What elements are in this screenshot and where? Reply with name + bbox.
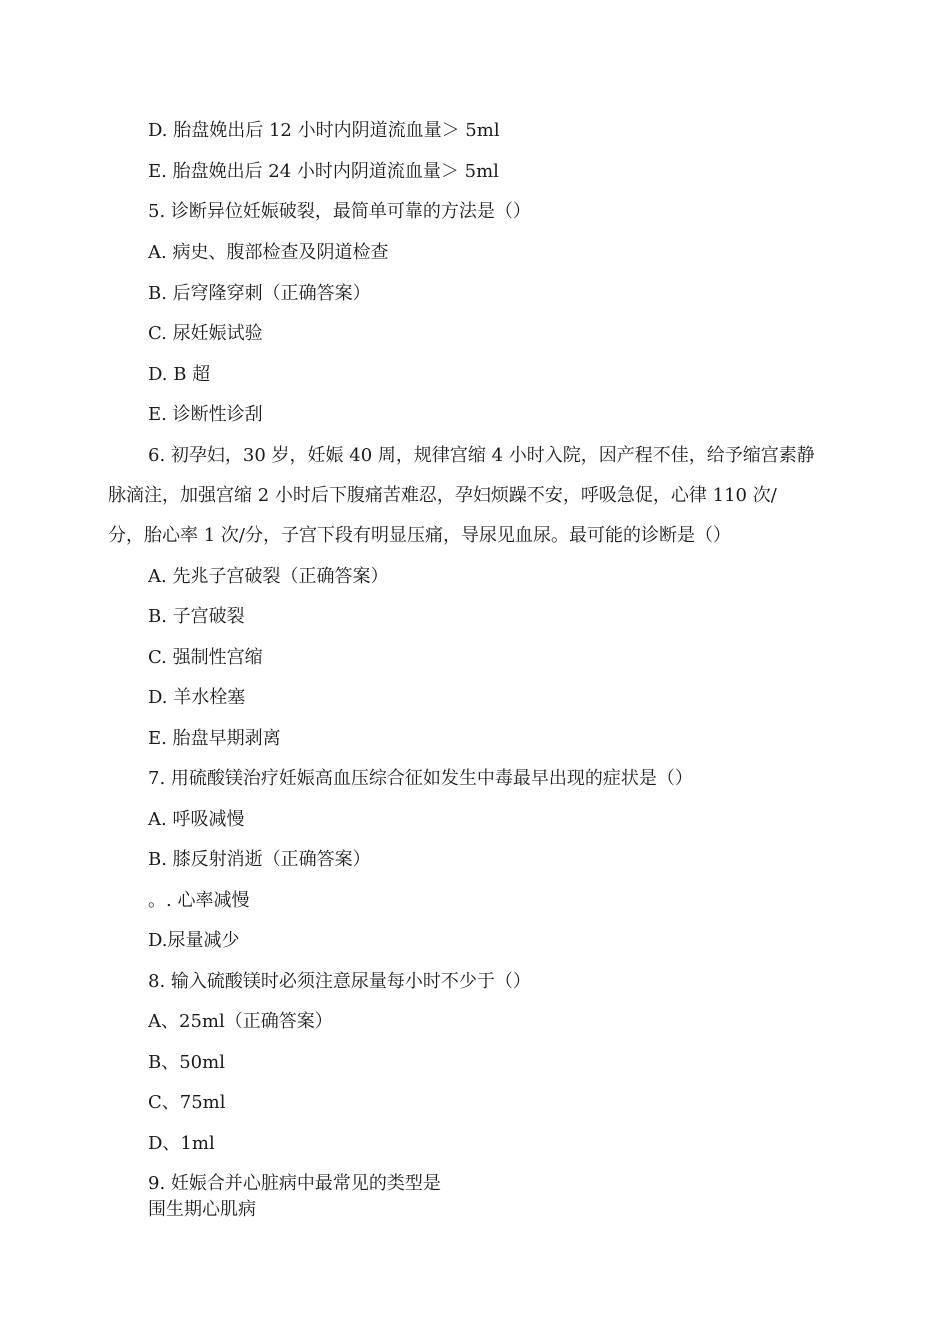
question-7: 7. 用硫酸镁治疗妊娠高血压综合征如发生中毒最早出现的症状是（） [148,768,693,789]
option-5b: B. 后穹隆穿刺（正确答案） [148,283,371,304]
option-6e: E. 胎盘早期剥离 [148,728,281,749]
option-7c: 。. 心率减慢 [148,890,250,911]
option-5d: D. B 超 [148,364,211,385]
question-6-line-1: 6. 初孕妇，30 岁，妊娠 40 周，规律宫缩 4 小时入院，因产程不佳，给予缩宫素静 [148,445,815,466]
option-5a: A. 病史、腹部检查及阴道检查 [148,242,389,263]
option-5e: E. 诊断性诊刮 [148,404,263,425]
question-9: 9. 妊娠合并心脏病中最常见的类型是 [148,1173,441,1194]
option-8c: C、75ml [148,1092,226,1113]
question-6-line-2: 脉滴注，加强宫缩 2 小时后下腹痛苦难忍，孕妇烦躁不安，呼吸急促，心律 110 次/ [108,485,777,506]
option-4e: E. 胎盘娩出后 24 小时内阴道流血量＞ 5ml [148,161,499,182]
option-7b: B. 膝反射消逝（正确答案） [148,849,371,870]
option-8b: B、50ml [148,1052,225,1073]
question-8: 8. 输入硫酸镁时必须注意尿量每小时不少于（） [148,971,531,992]
option-8d: D、1ml [148,1133,215,1154]
option-6a: A. 先兆子宫破裂（正确答案） [148,566,389,587]
option-5c: C. 尿妊娠试验 [148,323,263,344]
option-4d: D. 胎盘娩出后 12 小时内阴道流血量＞ 5ml [148,120,500,141]
option-9-fragment: 围生期心肌病 [148,1199,256,1220]
question-6-line-3: 分，胎心率 1 次/分，子宫下段有明显压痛，导尿见血尿。最可能的诊断是（） [108,525,731,546]
option-7d: D.尿量减少 [148,930,240,951]
option-6b: B. 子宫破裂 [148,606,245,627]
option-6c: C. 强制性宫缩 [148,647,263,668]
option-6d: D. 羊水栓塞 [148,687,246,708]
option-7a: A. 呼吸减慢 [148,809,245,830]
question-5: 5. 诊断异位妊娠破裂，最简单可靠的方法是（） [148,201,531,222]
option-8a: A、25ml（正确答案） [148,1011,333,1032]
